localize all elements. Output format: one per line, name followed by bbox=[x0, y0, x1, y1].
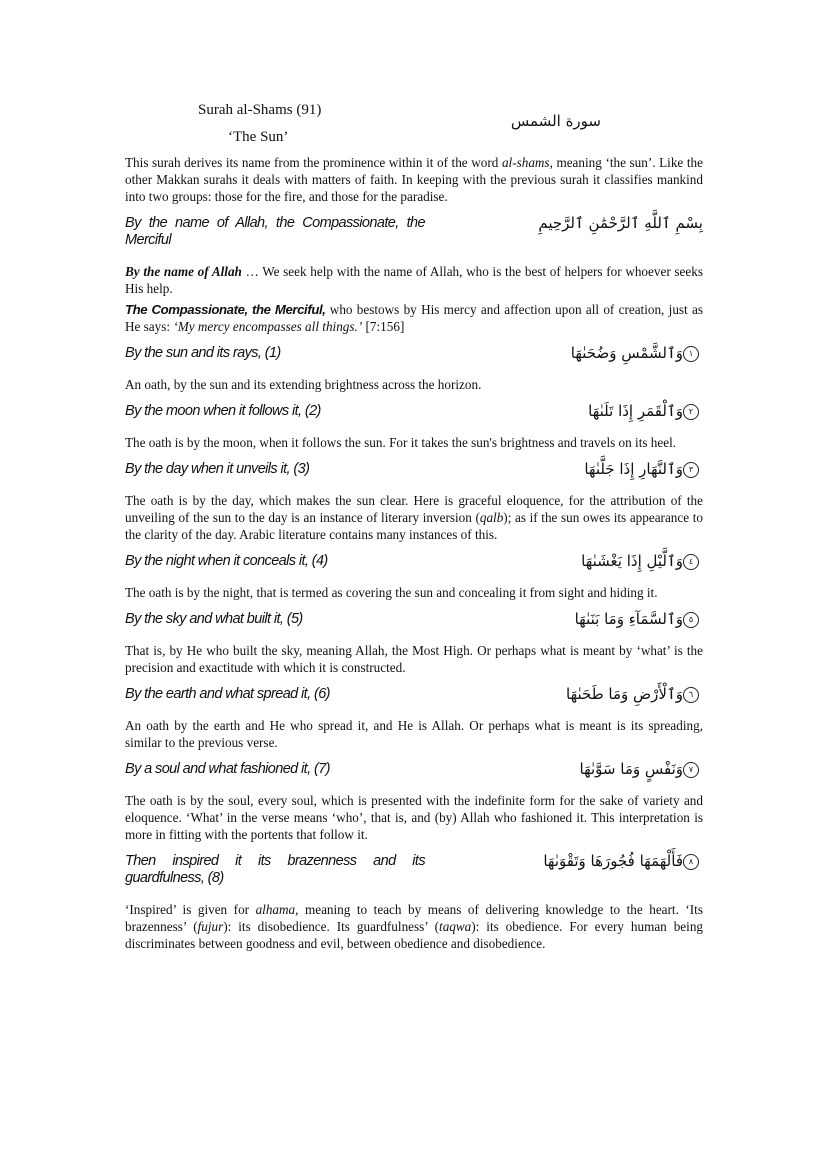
verse-translation: By the moon when it follows it, (2) bbox=[125, 403, 321, 419]
verse-translation: By the night when it conceals it, (4) bbox=[125, 553, 328, 569]
verse-number-marker: ٧ bbox=[683, 762, 699, 778]
surah-title: Surah al-Shams (91) bbox=[198, 102, 322, 118]
verse-number-marker: ٤ bbox=[683, 554, 699, 570]
verse-number-marker: ٥ bbox=[683, 612, 699, 628]
verse-translation: By the name of Allah, the Compassionate, the Merciful bbox=[125, 215, 425, 248]
verse-arabic: ٣وَٱلنَّهَارِ إِذَا جَلَّىٰهَا bbox=[584, 461, 703, 478]
verse-translation: By the day when it unveils it, (3) bbox=[125, 461, 310, 477]
verse-3 bbox=[125, 461, 703, 478]
verse-translation: Then inspired it its brazenness and its guardfulness, (8) bbox=[125, 853, 425, 886]
commentary-paragraph: ‘Inspired’ is given for alhama, meaning to teach by means of delivering knowledge to the heart. ‘Its brazenness’ (fujur): its disobedience. Its guardfulness’ (taqwa): its obedience. For every human being discriminates between goodness and evil, between obedience and disobedience. bbox=[125, 902, 704, 951]
verse-number-marker: ٦ bbox=[683, 687, 699, 703]
commentary-paragraph: By the name of Allah … We seek help with the name of Allah, who is the best of helpers for whoever seeks His help. bbox=[125, 264, 703, 296]
commentary-paragraph: An oath, by the sun and its extending brightness across the horizon. bbox=[125, 377, 482, 392]
verse-arabic: ٥وَٱلسَّمَآءِ وَمَا بَنَىٰهَا bbox=[575, 611, 703, 628]
verse-number-marker: ٨ bbox=[683, 854, 699, 870]
commentary-paragraph: That is, by He who built the sky, meaning Allah, the Most High. Or perhaps what is meant by ‘what’ is the precision and exactitude with which it is constructed. bbox=[125, 643, 703, 675]
verse-translation: By a soul and what fashioned it, (7) bbox=[125, 761, 330, 777]
commentary-paragraph: The oath is by the night, that is termed as covering the sun and concealing it from sight and hiding it. bbox=[125, 585, 658, 600]
verse-arabic: ٦وَٱلْأَرْضِ وَمَا طَحَىٰهَا bbox=[566, 686, 703, 703]
surah-subtitle: ‘The Sun’ bbox=[228, 129, 289, 145]
verse-1 bbox=[125, 345, 703, 362]
verse-arabic: ١وَٱلشَّمْسِ وَضُحَىٰهَا bbox=[571, 345, 703, 362]
verse-4 bbox=[125, 553, 703, 570]
commentary-paragraph: The oath is by the moon, when it follows the sun. For it takes the sun's brightness and travels on its heel. bbox=[125, 435, 677, 450]
commentary-paragraph: The oath is by the soul, every soul, which is presented with the indefinite form for the sake of variety and eloquence. ‘What’ in the verse means ‘who’, that is, and (by) Allah who fashioned it. This interpretation is more in fitting with the portents that follow it. bbox=[125, 793, 703, 842]
surah-arabic-title: سورة الشمس bbox=[510, 112, 601, 130]
verse-arabic: ٧وَنَفْسٍ وَمَا سَوَّىٰهَا bbox=[580, 761, 704, 778]
verse-number-marker: ٣ bbox=[683, 462, 699, 478]
verse-6 bbox=[125, 686, 703, 703]
commentary-paragraph: The Compassionate, the Merciful, who bestows by His mercy and affection upon all of creation, just as He says: ‘My mercy encompasses all things.’ [7:156] bbox=[125, 302, 703, 334]
verse-translation: By the earth and what spread it, (6) bbox=[125, 686, 330, 702]
verse-arabic: ٨فَأَلْهَمَهَا فُجُورَهَا وَتَقْوَىٰهَا bbox=[543, 853, 703, 870]
verse-translation: By the sun and its rays, (1) bbox=[125, 345, 281, 361]
verse-arabic: ٤وَٱلَّيْلِ إِذَا يَغْشَىٰهَا bbox=[581, 553, 703, 570]
verse-7 bbox=[125, 761, 703, 778]
verse-number-marker: ١ bbox=[683, 346, 699, 362]
verse-arabic: بِسْمِ ٱللَّهِ ٱلرَّحْمَٰنِ ٱلرَّحِيمِ bbox=[538, 214, 703, 232]
verse-2 bbox=[125, 403, 703, 420]
commentary-paragraph: An oath by the earth and He who spread it, and He is Allah. Or perhaps what is meant is its spreading, similar to the previous verse. bbox=[125, 718, 703, 750]
verse-translation: By the sky and what built it, (5) bbox=[125, 611, 303, 627]
commentary-paragraph: The oath is by the day, which makes the sun clear. Here is graceful eloquence, for the attribution of the unveiling of the sun to the day is an instance of literary inversion (qalb); as if the sun owes its appearance to the clarity of the day. Arabic literature contains many instances of this. bbox=[125, 493, 703, 542]
page-content bbox=[125, 154, 703, 956]
verse-8 bbox=[125, 853, 703, 887]
verse-5 bbox=[125, 611, 703, 628]
verse-number-marker: ٢ bbox=[683, 404, 699, 420]
verse-basmala bbox=[125, 215, 703, 249]
verse-arabic: ٢وَٱلْقَمَرِ إِذَا تَلَىٰهَا bbox=[588, 403, 703, 420]
intro-paragraph: This surah derives its name from the prominence within it of the word al-shams, meaning ‘the sun’. Like the other Makkan surahs it deals with matters of faith. In keeping with the previous surah it classifies mankind into two groups: those for the fire, and those for the paradise. bbox=[125, 155, 703, 204]
